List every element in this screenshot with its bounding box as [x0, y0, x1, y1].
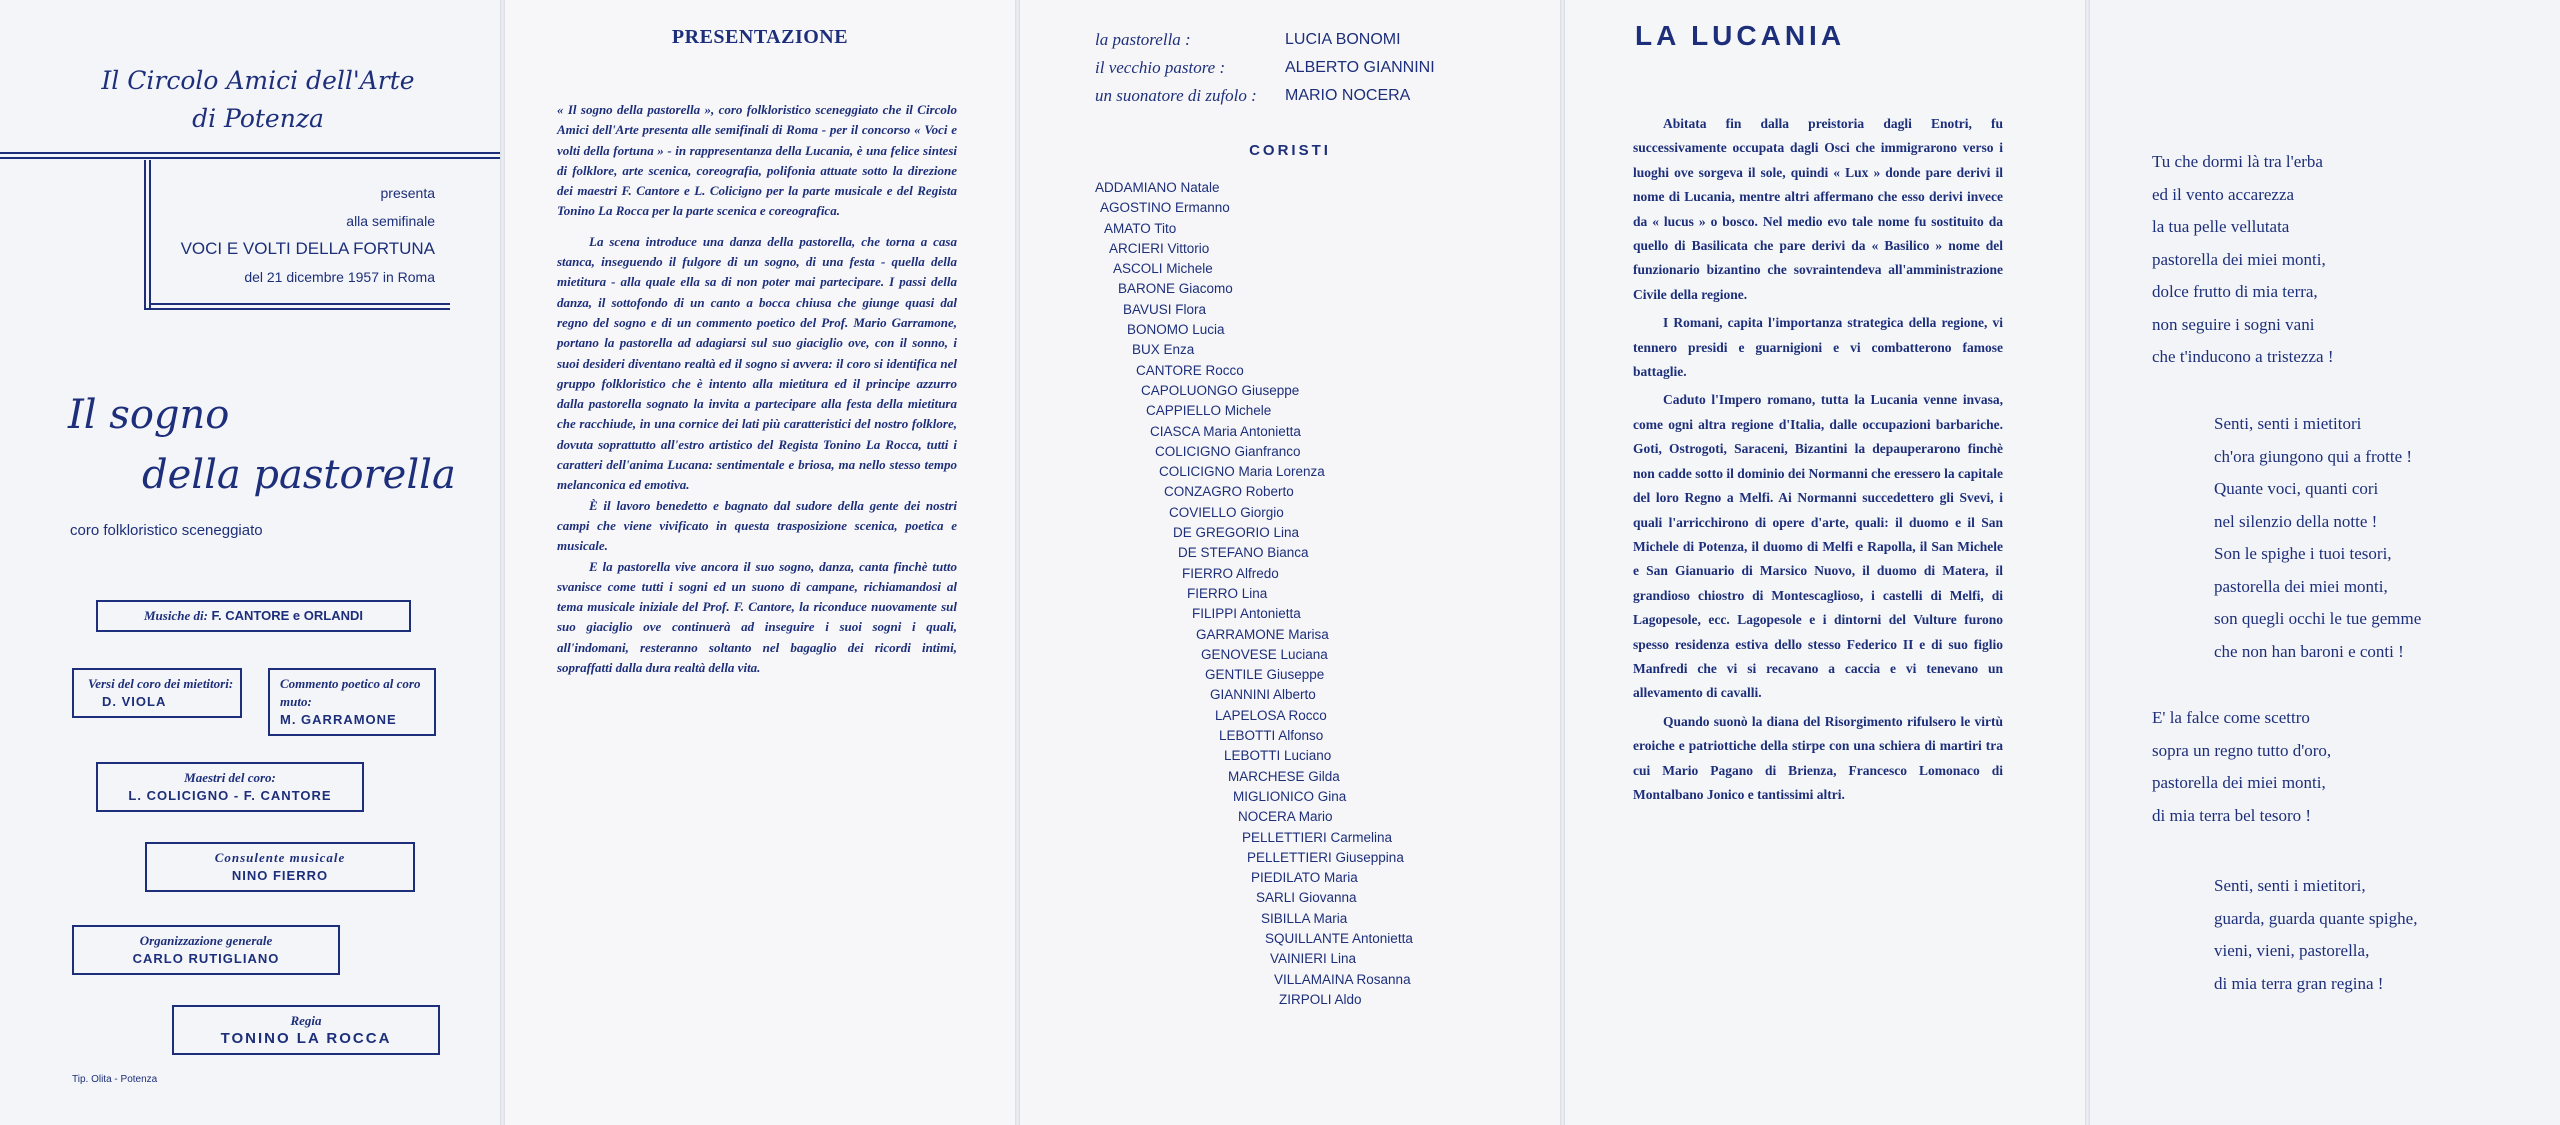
corista-name: ADDAMIANO Natale — [1095, 180, 1220, 195]
show-subtitle: coro folkloristico sceneggiato — [70, 522, 263, 539]
poem-line: pastorella dei miei monti, — [2152, 249, 2326, 269]
semifinale-text: alla semifinale — [346, 213, 435, 229]
corista-name: ASCOLI Michele — [1113, 261, 1213, 277]
poem-line: pastorella dei miei monti, — [2152, 773, 2326, 792]
corista-name: SARLI Giovanna — [1256, 890, 1357, 906]
poem-line: la tua pelle vellutata — [2152, 217, 2290, 236]
credit-name: L. COLICIGNO - F. CANTORE — [128, 788, 332, 803]
corista-name: CANTORE Rocco — [1136, 362, 1244, 378]
actor-name: ALBERTO GIANNINI — [1285, 59, 1435, 76]
corista-name: MIGLIONICO Gina — [1233, 788, 1347, 804]
paragraph: I Romani, capita l'importanza strategica della regione, vi tennero presidi e guarnigioni e vi combatterono famose battaglie. — [1633, 315, 2003, 380]
divider-line — [144, 160, 146, 310]
circolo-title — [88, 62, 428, 138]
paragraph: È il lavoro benedetto e bagnato dal sudore della gente dei nostri campi che viene vivificato in questa trasposizione scenica, poetica e musicale. — [557, 497, 957, 554]
poem-line: pastorella dei miei monti, — [2214, 576, 2388, 596]
poem-stanza-4 — [2214, 870, 2417, 1000]
credit-box-maestri — [96, 762, 364, 812]
poem-line: sopra un regno tutto d'oro, — [2152, 740, 2332, 760]
divider-line — [0, 157, 500, 159]
poem-line: son quegli occhi le tue gemme — [2214, 609, 2422, 628]
corista-name: CAPOLUONGO Giuseppe — [1141, 382, 1300, 398]
paragraph: Abitata fin dalla preistoria dagli Enotri, fu successivamente occupata dagli Osci che immigrarono verso i luoghi ove sorgeva il sole, quindi « Lux » donde pare derivi il nome di Lucania, mentre altri affermano che esso derivi invece da « lucus » o bosco. Nel medio evo tale nome fu sostituito da quello di Basilicata che pare derivi da « Basilico » nome del funzionario bizantino che sovraintendeva all'amministrazione Civile della regione. — [1633, 116, 2003, 302]
coristi-heading: CORISTI — [1249, 142, 1331, 159]
corista-name: CONZAGRO Roberto — [1164, 484, 1294, 500]
corista-name: FILIPPI Antonietta — [1192, 606, 1301, 622]
corista-name: PIEDILATO Maria — [1251, 870, 1358, 886]
paragraph: E la pastorella vive ancora il suo sogno, danza, canta finchè tutto svanisce come tutti i sogni ed un suono di campane, richiamandosi al tema musicale iniziale del Prof. F. Cantore, la riconduce nuovamente sul suo giaciglio ove continuerà ad inseguire i suoi sogni i quali, all'indomani, resteranno soltanto nel bagaglio dei ricordi intimi, sopraffatti dalla dura realtà della vita. — [557, 558, 957, 676]
cast-roles — [1095, 26, 1435, 110]
credit-label: Maestri del coro: — [184, 770, 276, 785]
corista-name: FIERRO Alfredo — [1182, 565, 1279, 581]
circolo-line-2: di Potenza — [192, 104, 324, 133]
corista-name: GIANNINI Alberto — [1210, 687, 1316, 703]
credit-name: D. VIOLA — [102, 694, 167, 709]
credit-name: F. CANTORE e ORLANDI — [211, 608, 363, 623]
corista-name: DE GREGORIO Lina — [1173, 525, 1300, 541]
corista-name: COVIELLO Giorgio — [1169, 504, 1284, 520]
corista-name: DE STEFANO Bianca — [1178, 545, 1309, 561]
corista-name: GARRAMONE Marisa — [1196, 626, 1329, 642]
presentazione-body — [557, 100, 957, 678]
poem-panel — [2090, 0, 2560, 1125]
credit-box-commento — [268, 668, 436, 736]
poem-line: di mia terra gran regina ! — [2214, 973, 2384, 993]
credit-name: CARLO RUTIGLIANO — [132, 951, 280, 966]
poem-line: che t'inducono a tristezza ! — [2152, 347, 2334, 366]
presenta-text: presenta — [380, 185, 435, 201]
poem-line: Senti, senti i mietitori, — [2214, 876, 2366, 895]
cover-panel — [0, 0, 500, 1125]
poem-line: dolce frutto di mia terra, — [2152, 282, 2318, 301]
credit-label: Musiche di: — [144, 608, 208, 623]
credit-label: Commento poetico al coro muto: — [280, 676, 421, 709]
poem-line: vieni, vieni, pastorella, — [2214, 941, 2370, 960]
role-name: il vecchio pastore : — [1095, 58, 1226, 77]
divider-line — [0, 152, 500, 154]
lucania-panel — [1565, 0, 2085, 1125]
corista-name: VAINIERI Lina — [1270, 951, 1357, 967]
poem-line: di mia terra bel tesoro ! — [2152, 805, 2312, 825]
corista-name: ZIRPOLI Aldo — [1279, 991, 1362, 1007]
corista-name: LEBOTTI Luciano — [1224, 748, 1332, 764]
role-name: la pastorella : — [1095, 30, 1191, 49]
corista-name: LAPELOSA Rocco — [1215, 707, 1327, 723]
corista-name: GENOVESE Luciana — [1201, 646, 1328, 662]
credit-name: NINO FIERRO — [231, 868, 329, 883]
corista-name: BUX Enza — [1132, 342, 1195, 358]
poem-line: Tu che dormi là tra l'erba — [2152, 152, 2323, 171]
role-name: un suonatore di zufolo : — [1095, 86, 1257, 105]
corista-name: MARCHESE Gilda — [1228, 768, 1340, 784]
poem-line: ch'ora giungono qui a frotte ! — [2214, 446, 2413, 466]
corista-name: NOCERA Mario — [1238, 809, 1333, 825]
circolo-line-1: Il Circolo Amici dell'Arte — [101, 66, 415, 95]
corista-name: COLICIGNO Gianfranco — [1155, 443, 1301, 459]
credit-label: Consulente musicale — [214, 850, 346, 865]
credit-label: Versi del coro dei mietitori: — [88, 676, 234, 691]
poem-line: non seguire i sogni vani — [2152, 314, 2315, 334]
paragraph: Quando suonò la diana del Risorgimento rifulsero le virtù eroiche e patriottiche della stirpe con una schiera di martiri tra cui Mario Pagano di Brienza, Francesco Lomonaco di Montalbano Jonico e tantissimi altri. — [1633, 713, 2003, 802]
paragraph: Caduto l'Impero romano, tutta la Lucania venne invasa, come ogni altra regione d'Italia, dalle occupazioni barbariche. Goti, Ostrogoti, Saraceni, Bizantini la depauperarono finchè non cadde sotto il dominio dei Normanni che eressero la capitale del loro Regno a Melfi. Ai Normanni succedettero gli Svevi, i quali l'arricchirono di opere d'arte, quali: il duomo e il San Michele di Potenza, il duomo di Melfi e Rapolla, il San Michele e San Gianuario di Marsico Nuovo, il duomo di Matera, il grandioso chiostro di Montescaglioso, i castelli di Melfi, di Lagopesole, ecc. Lagopesole e i dintorni del Vulture furono spesso residenza estiva dello stesso Federico II e di suo figlio Manfredi che vi si recavano a caccia e vi tenevano un allevamento di cavalli. — [1633, 392, 2003, 701]
poem-line: che non han baroni e conti ! — [2214, 641, 2404, 661]
divider-line — [144, 308, 450, 310]
paragraph: La scena introduce una danza della pastorella, che torna a casa stanca, inseguendo il fulgore di un sogno, di una festa - quella della mietitura - alla quale ella sa di non poter mai partecipare. I passi della danza, il sottofondo di un canto a bocca chiusa che giunge quasi dal regno del sogno e di un commento poetico del Prof. Mario Garramone, portano la pastorella ad adagiarsi sul suo giaciglio ove, con il sonno, i suoi desideri diventano realtà ed il sogno si avvera: il coro si identifica nel gruppo folkloristico che è intento alla mietitura ed il principe azzurro dalla pastorella sognato la invita a partecipare alla festa della mietitura che racchiude, in una cornice dei lati più caratteristici del nostro folklore, dovuta soprattutto all'estro artistico del Regista Tonino La Rocca, tutti i caratteri dell'anima Lucana: sentimentale e briosa, ma nello stesso tempo melanconica ed emotiva. — [557, 233, 957, 493]
cast-row — [1095, 54, 1435, 82]
corista-name: GENTILE Giuseppe — [1205, 667, 1325, 683]
presentazione-panel — [505, 0, 1015, 1125]
credit-box-organizzazione — [72, 925, 340, 975]
poem-stanza-3 — [2152, 702, 2331, 832]
lucania-body — [1633, 112, 2003, 811]
poem-line: Senti, senti i mietitori — [2214, 414, 2362, 433]
poem-line: E' la falce come scettro — [2152, 708, 2310, 727]
divider-line — [149, 303, 450, 305]
lucania-heading: LA LUCANIA — [1635, 20, 1846, 51]
coristi-list — [1095, 178, 1413, 1010]
poem-stanza-1 — [2152, 146, 2333, 374]
corista-name: BONOMO Lucia — [1127, 322, 1225, 338]
poem-stanza-2 — [2214, 408, 2421, 668]
corista-name: CAPPIELLO Michele — [1146, 403, 1272, 419]
cast-panel — [1020, 0, 1560, 1125]
credit-label: Regia — [290, 1013, 322, 1028]
corista-name: PELLETTIERI Giuseppina — [1247, 849, 1404, 865]
contest-name: VOCI E VOLTI DELLA FORTUNA — [180, 239, 435, 258]
corista-name: AGOSTINO Ermanno — [1100, 200, 1230, 216]
corista-name: CIASCA Maria Antonietta — [1150, 423, 1301, 439]
actor-name: MARIO NOCERA — [1285, 87, 1411, 104]
presentation-block — [150, 182, 435, 288]
corista-name: BAVUSI Flora — [1123, 301, 1207, 317]
poem-line: Son le spighe i tuoi tesori, — [2214, 544, 2392, 563]
poem-line: ed il vento accarezza — [2152, 184, 2295, 204]
show-title-line-1: Il sogno — [68, 392, 230, 438]
event-date: del 21 dicembre 1957 in Roma — [244, 269, 435, 285]
corista-name: PELLETTIERI Carmelina — [1242, 829, 1393, 845]
show-title-line-2: della pastorella — [142, 452, 456, 498]
corista-name: ARCIERI Vittorio — [1109, 240, 1210, 256]
corista-name: LEBOTTI Alfonso — [1219, 728, 1324, 744]
printer-imprint: Tip. Olita - Potenza — [72, 1074, 158, 1085]
corista-name: BARONE Giacomo — [1118, 281, 1233, 297]
paragraph: « Il sogno della pastorella », coro folkloristico sceneggiato che il Circolo Amici dell'Arte presenta alle semifinali di Roma - per il concorso « Voci e volti della fortuna » - in rappresentanza della Lucania, è una felice sintesi di folklore, arte scenica, coreografia, polifonia attuate sotto la direzione dei maestri F. Cantore e L. Colicigno per la parte musicale e del Regista Tonino La Rocca per la parte scenica e coreografica. — [557, 102, 957, 219]
actor-name: LUCIA BONOMI — [1285, 31, 1401, 48]
poem-line: guarda, guarda quante spighe, — [2214, 908, 2418, 928]
credit-box-regia — [172, 1005, 440, 1055]
presentazione-heading: PRESENTAZIONE — [671, 26, 849, 48]
poem-line: Quante voci, quanti cori — [2214, 479, 2379, 498]
poem-line: nel silenzio della notte ! — [2214, 511, 2378, 531]
credit-box-musiche — [96, 600, 411, 632]
credit-box-versi — [72, 668, 242, 718]
credit-box-consulente — [145, 842, 415, 892]
credit-name: M. GARRAMONE — [280, 712, 397, 727]
credit-label: Organizzazione generale — [139, 933, 273, 948]
corista-name: SIBILLA Maria — [1261, 910, 1348, 926]
corista-name: AMATO Tito — [1104, 220, 1177, 236]
cast-row — [1095, 82, 1435, 110]
corista-name: COLICIGNO Maria Lorenza — [1159, 464, 1325, 480]
credit-name: TONINO LA ROCCA — [220, 1030, 392, 1047]
cast-row — [1095, 26, 1435, 54]
corista-name: VILLAMAINA Rosanna — [1274, 971, 1411, 987]
corista-name: FIERRO Lina — [1187, 585, 1268, 601]
corista-name: SQUILLANTE Antonietta — [1265, 930, 1413, 946]
